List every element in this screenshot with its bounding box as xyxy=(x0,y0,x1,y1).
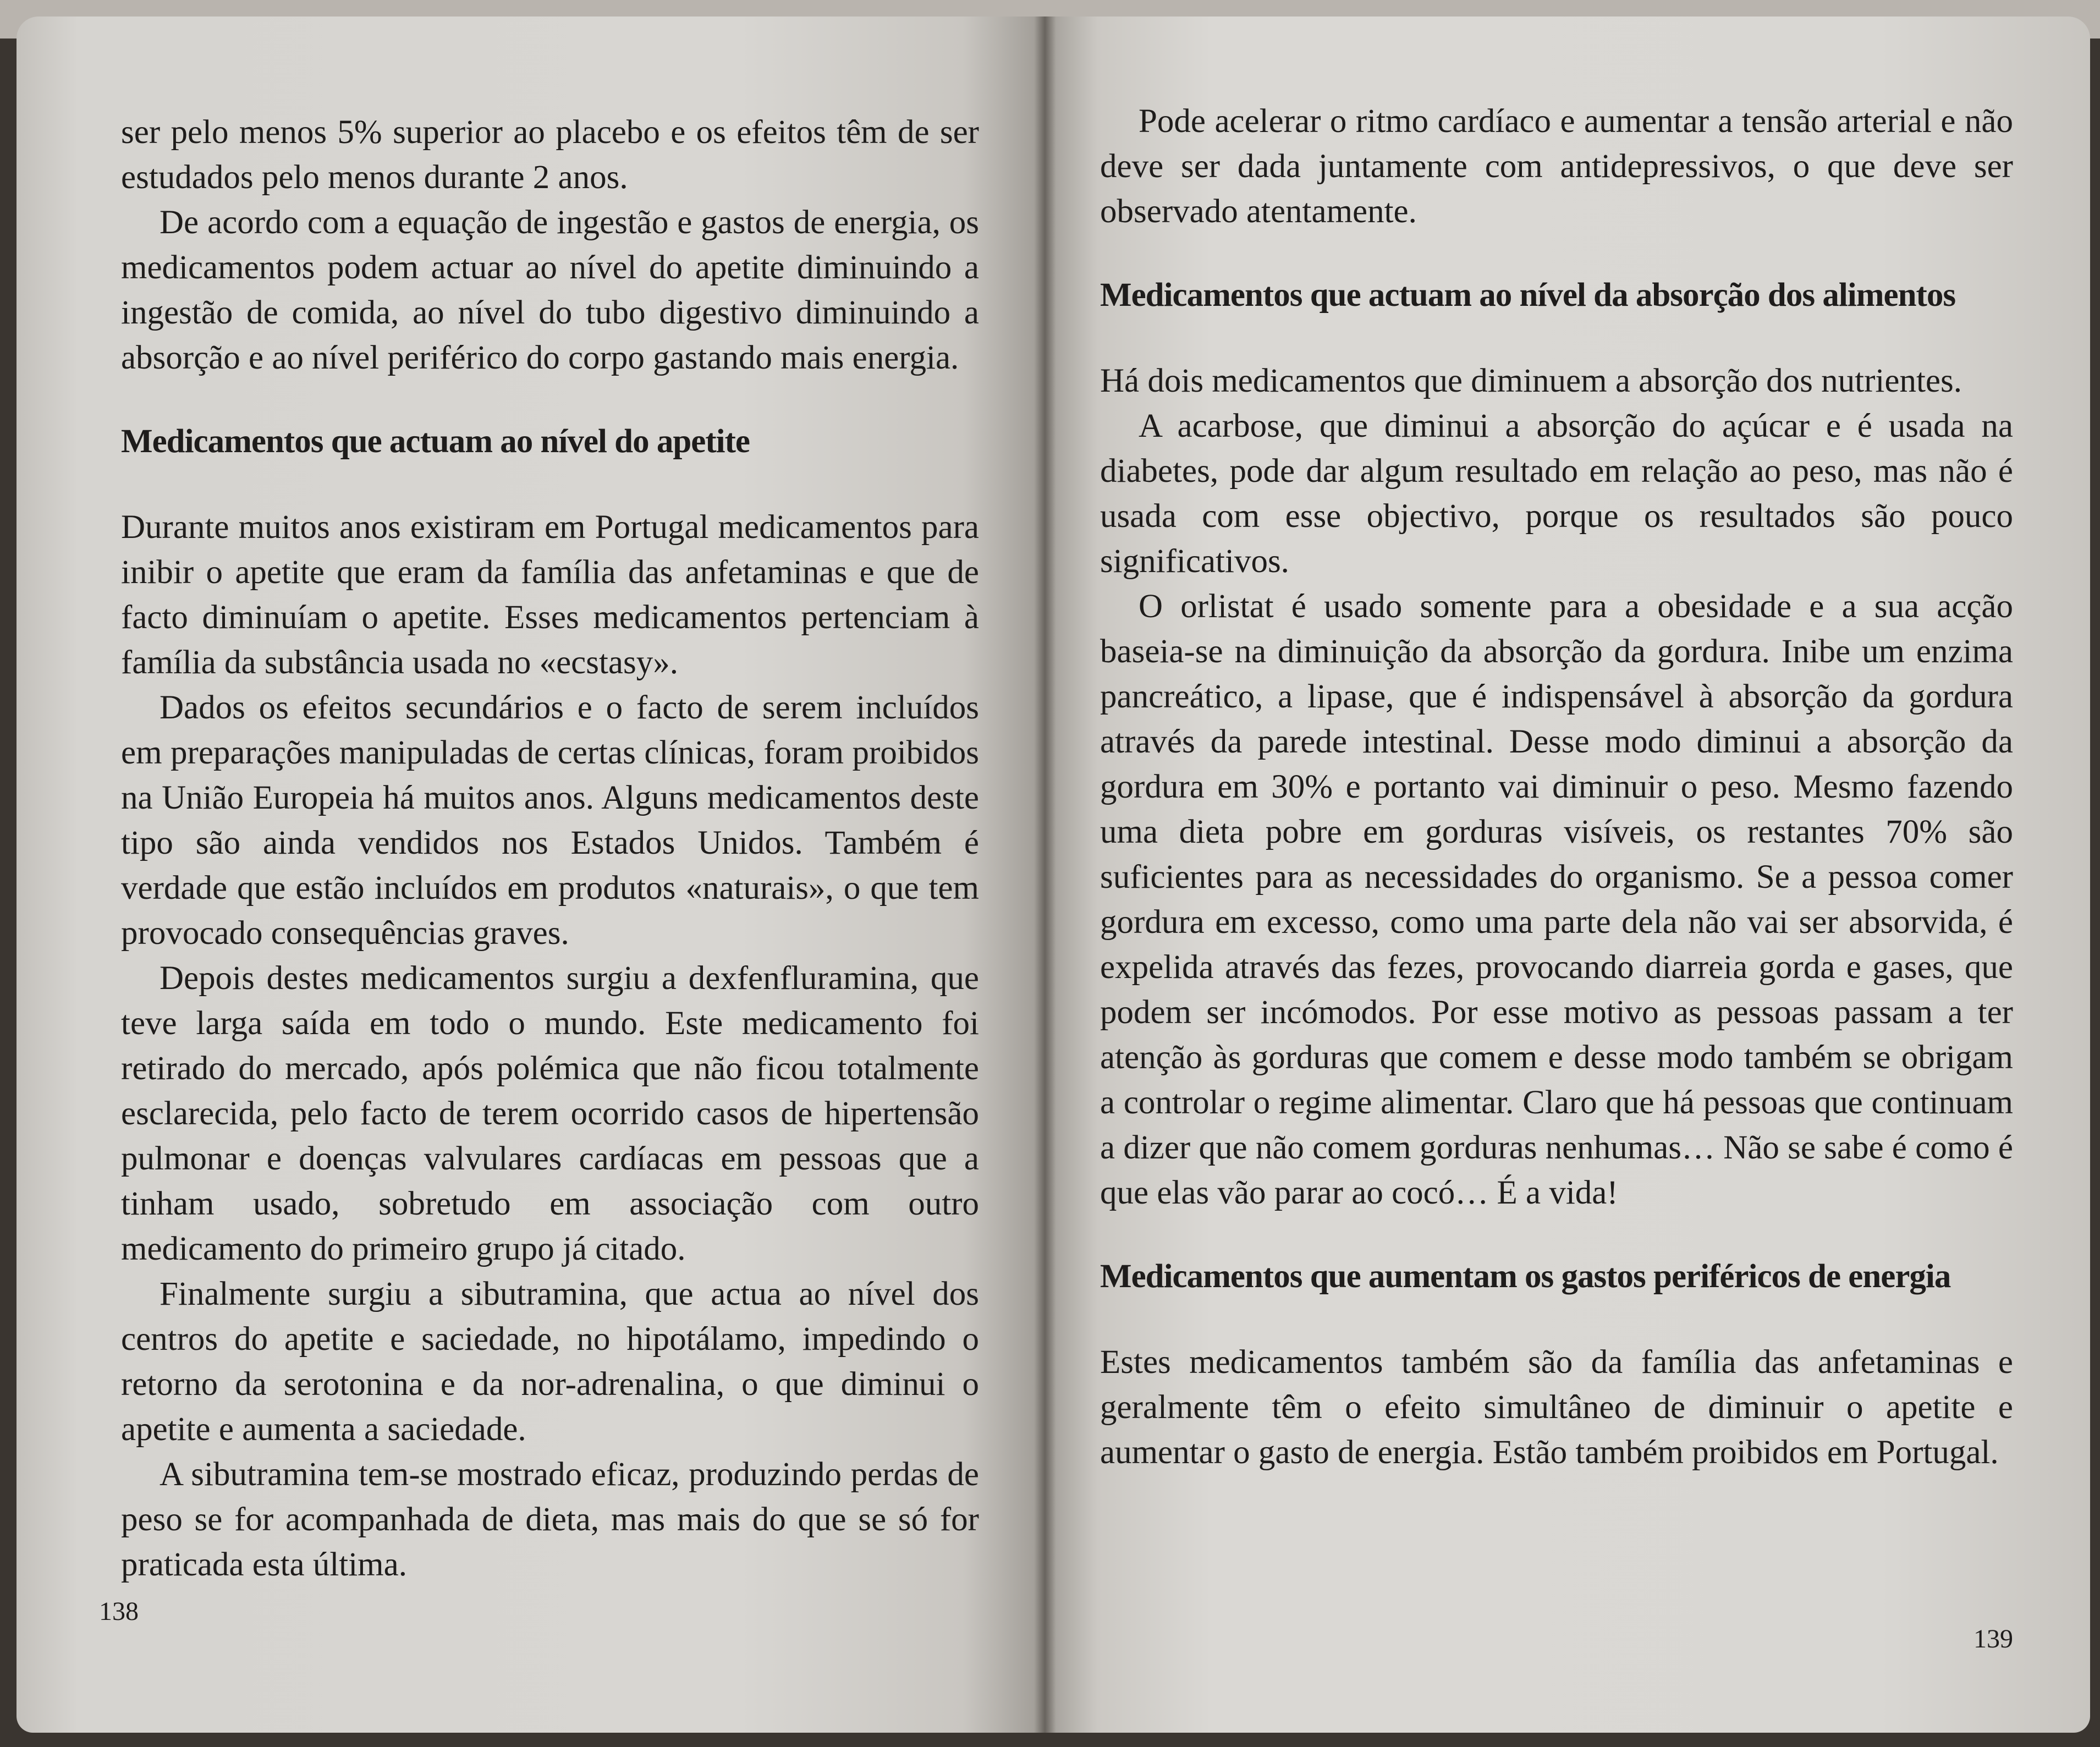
section-heading-appetite: Medicamentos que actuam ao nível do apetite xyxy=(121,423,750,460)
open-book xyxy=(17,17,2090,1733)
paragraph: A acarbose, que diminui a absorção do açúcar e é usada na diabetes, pode dar algum resultado em relação ao peso, mas não é usada com esse objectivo, porque os resultados são pouco significativos. xyxy=(1100,408,2013,580)
section-heading-energy: Medicamentos que aumentam os gastos periféricos de energia xyxy=(1100,1258,1951,1295)
paragraph: O orlistat é usado somente para a obesidade e a sua acção baseia-se na diminuição da absorção da gordura. Inibe um enzima pancreático, a lipase, que é indispensável à absorção da gordura através da parede intestinal. Desse modo diminui a absorção da gordura em 30% e portanto vai diminuir o peso. Mesmo fazendo uma dieta pobre em gorduras visíveis, os restantes 70% são suficientes para as necessidades do organismo. Se a pessoa comer gordura em excesso, como uma parte dela não vai ser absorvida, é expelida através das fezes, provocando diarreia gorda e gases, que podem ser incómodos. Por esse motivo as pessoas passam a ter atenção às gorduras que comem e desse modo também se obrigam a controlar o regime alimentar. Claro que há pessoas que continuam a dizer que não comem gorduras nenhumas… Não se sabe é como é que elas vão parar ao cocó… É a vida! xyxy=(1100,588,2013,1211)
right-page xyxy=(1045,17,2090,1733)
paragraph: ser pelo menos 5% superior ao placebo e os efeitos têm de ser estudados pelo menos durante 2 anos. xyxy=(121,114,979,196)
paragraph: Durante muitos anos existiram em Portugal medicamentos para inibir o apetite que eram da família das anfetaminas e que de facto diminuíam o apetite. Esses medicamentos pertenciam à família da substância usada no «ecstasy». xyxy=(121,509,979,681)
page-number: 139 xyxy=(1973,1624,2013,1653)
spacer xyxy=(121,464,979,505)
spacer xyxy=(1100,1216,2013,1254)
paragraph: Há dois medicamentos que diminuem a absorção dos nutrientes. xyxy=(1100,362,1962,399)
paragraph: Depois destes medicamentos surgiu a dexfenfluramina, que teve larga saída em todo o mundo. Este medicamento foi retirado do mercado, após polémica que não ficou totalmente esclarecida, pelo facto de terem ocorrido casos de hipertensão pulmonar e doenças valvulares cardíacas em pessoas que a tinham usado, sobretudo em associação com outro medicamento do primeiro grupo já citado. xyxy=(121,960,979,1267)
spacer xyxy=(1100,234,2013,273)
paragraph: Finalmente surgiu a sibutramina, que actua ao nível dos centros do apetite e saciedade, no hipotálamo, impedindo o retorno da serotonina e da nor-adrenalina, o que diminui o apetite e aumenta a saciedade. xyxy=(121,1276,979,1448)
spacer xyxy=(1100,1299,2013,1340)
paragraph: De acordo com a equação de ingestão e gastos de energia, os medicamentos podem actuar ao nível do apetite diminuindo a ingestão de comida, ao nível do tubo digestivo diminuindo a absorção e ao nível periférico do corpo gastando mais energia. xyxy=(121,204,979,376)
paragraph: Pode acelerar o ritmo cardíaco e aumentar a tensão arterial e não deve ser dada juntamente com antidepressivos, o que deve ser observado atentamente. xyxy=(1100,103,2013,230)
spacer xyxy=(121,381,979,419)
spacer xyxy=(1100,318,2013,359)
page-number: 138 xyxy=(99,1597,139,1626)
section-heading-absorption: Medicamentos que actuam ao nível da absorção dos alimentos xyxy=(1100,277,1956,314)
left-page xyxy=(17,17,1045,1733)
book-gutter xyxy=(1034,17,1056,1733)
paragraph: Dados os efeitos secundários e o facto de serem incluídos em preparações manipuladas de certas clínicas, foram proibidos na União Europeia há muitos anos. Alguns medicamentos deste tipo são ainda vendidos nos Estados Unidos. Também é verdade que estão incluídos em produtos «naturais», o que tem provocado consequências graves. xyxy=(121,689,979,952)
paragraph: A sibutramina tem-se mostrado eficaz, produzindo perdas de peso se for acompanhada de dieta, mas mais do que se só for praticada esta última. xyxy=(121,1456,979,1583)
paragraph: Estes medicamentos também são da família das anfetaminas e geralmente têm o efeito simultâneo de diminuir o apetite e aumentar o gasto de energia. Estão também proibidos em Portugal. xyxy=(1100,1344,2013,1471)
